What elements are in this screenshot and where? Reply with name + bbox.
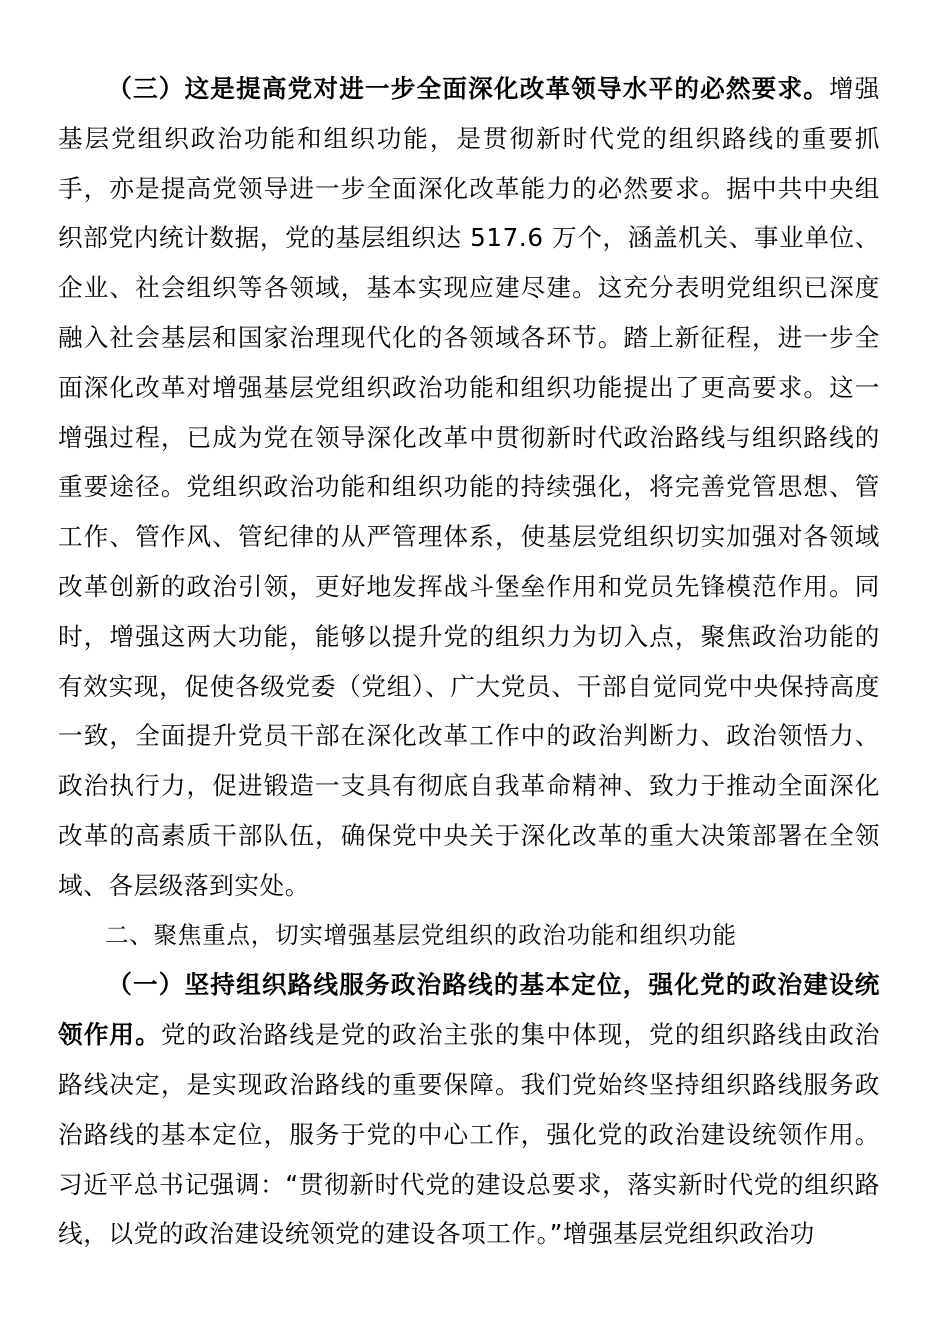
paragraph-lead-bold: （三）这是提高党对进一步全面深化改革领导水平的必然要求。 [107, 74, 830, 103]
paragraph-body: 增强基层党组织政治功能和组织功能，是贯彻新时代党的组织路线的重要抓手，亦是提高党领导进一步全面深化改革能力的必然要求。据中共中央组织部党内统计数据，党的基层组织达 517.6 万个，涵盖机关、事业单位、企业、社会组织等各领域，基本实现应建尽建。这充分表明党组织已深度融入社会基层和国家治理现代化的各领域各环节。踏上新征程，进一步全面深化改革对增强基层党组织政治功能和组织功能提出了更高要求。这一增强过程，已成为党在领导深化改革中贯彻新时代政治路线与组织路线的重要途径。党组织政治功能和组织功能的持续强化，将完善党管思想、管工作、管作风、管纪律的从严管理体系，使基层党组织切实加强对各领域改革创新的政治引领，更好地发挥战斗堡垒作用和党员先锋模范作用。同时，增强这两大功能，能够以提升党的组织力为切入点，聚焦政治功能的有效实现，促使各级党委（党组）、广大党员、干部自觉同党中央保持高度一致，全面提升党员干部在深化改革工作中的政治判断力、政治领悟力、政治执行力，促进锻造一支具有彻底自我革命精神、致力于推动全面深化改革的高素质干部队伍，确保党中央关于深化改革的重大决策部署在全领域、各层级落到实处。 [58, 74, 880, 900]
paragraph-subsection-1 [58, 960, 880, 1259]
paragraph-body: 党的政治路线是党的政治主张的集中体现，党的组织路线由政治路线决定，是实现政治路线的重要保障。我们党始终坚持组织路线服务政治路线的基本定位，服务于党的中心工作，强化党的政治建设统领作用。习近平总书记强调：“贯彻新时代党的建设总要求，落实新时代党的组织路线，以党的政治建设统领党的建设各项工作。”增强基层党组织政治功 [58, 1020, 880, 1249]
section-heading: 二、聚焦重点，切实增强基层党组织的政治功能和组织功能 [105, 920, 737, 949]
paragraph-lead-bold: （一）坚持组织路线服务政治路线的基本定位，强化党的政治建设统领作用。 [58, 970, 880, 1050]
document-page [58, 64, 880, 1259]
paragraph-section-3 [58, 64, 880, 911]
